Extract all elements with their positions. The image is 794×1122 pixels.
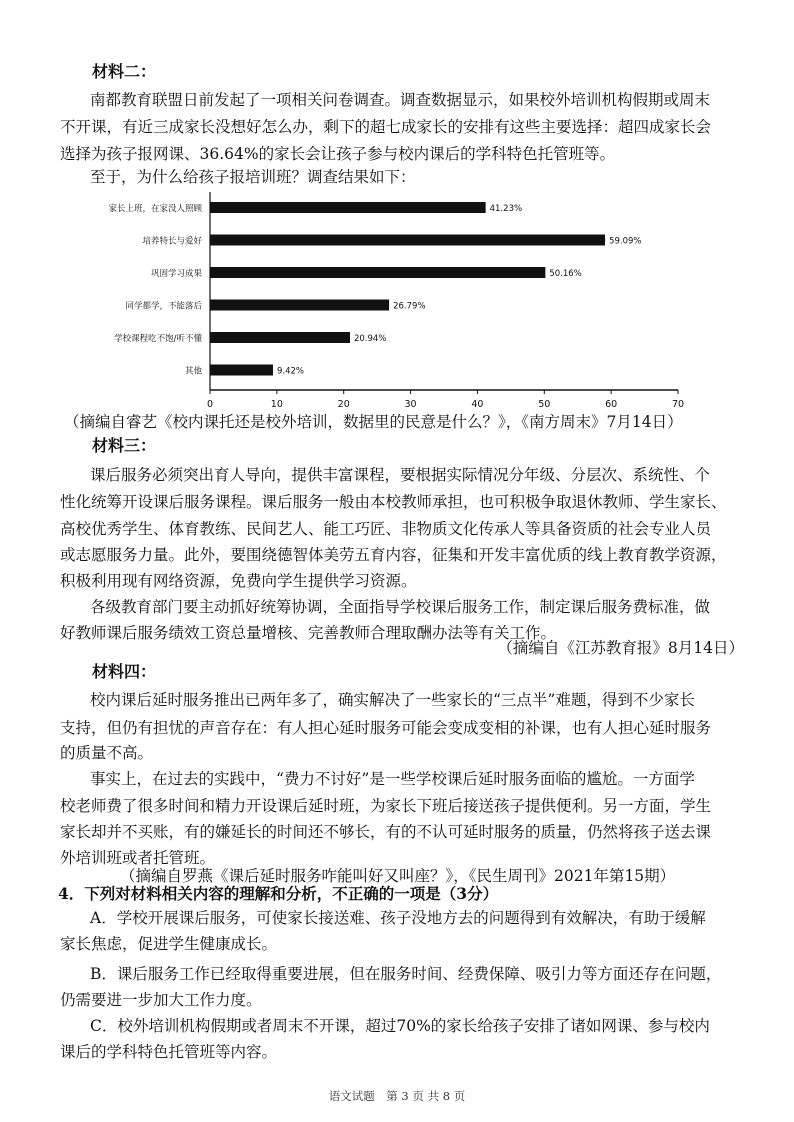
- bar: [210, 365, 273, 376]
- question-stem: 4．下列对材料相关内容的理解和分析，不正确的一项是（3分）: [58, 884, 499, 903]
- bar-chart: [108, 190, 700, 412]
- material2-line: 至于，为什么给孩子报培训班？调查结果如下：: [90, 168, 416, 186]
- material4-line: 事实上，在过去的实践中，“费力不讨好”是一些学校课后延时服务面临的尴尬。一方面学: [90, 770, 695, 788]
- category-label: 学校课程吃不饱/听不懂: [114, 334, 202, 344]
- material3-line: 积极利用现有网络资源，免费向学生提供学习资源。: [60, 572, 417, 590]
- material2-source: （摘编自睿艺《校内课托还是校外培训，数据里的民意是什么？》，《南方周末》7月14日）: [64, 413, 683, 431]
- material3-line: 课后服务必须突出育人导向，提供丰富课程，要根据实际情况分年级、分层次、系统性、个: [90, 466, 711, 484]
- x-tick-label: 0: [206, 399, 214, 410]
- category-label: 同学都学，不能落后: [125, 301, 202, 312]
- category-label: 其他: [184, 366, 202, 377]
- material4-line: 校老师费了很多时间和精力开设课后延时班，为家长下班后接送孩子提供便利。另一方面，学生: [60, 797, 712, 815]
- material2-line: 不开课，有近三成家长没想好怎么办，剩下的超七成家长的安排有这些主要选择：超四成家长会: [60, 118, 712, 136]
- material3-line: 性化统筹开设课后服务课程。课后服务一般由本校教师承担，也可积极争取退休教师、学生家长、: [60, 493, 727, 511]
- material2-heading: 材料二：: [92, 62, 157, 81]
- material3-line: 好教师课后服务绩效工资总量增核、完善教师合理取酬办法等有关工作。: [60, 624, 557, 642]
- category-label: 培养特长与爱好: [142, 236, 202, 247]
- value-label: 26.79%: [393, 301, 426, 312]
- value-label: 9.42%: [276, 366, 304, 377]
- category-label: 巩固学习成果: [150, 269, 202, 279]
- material2-line: 选择为孩子报网课、36.64%的家长会让孩子参与校内课后的学科特色托管班等。: [60, 145, 616, 163]
- x-tick-label: 70: [671, 399, 685, 410]
- x-tick-label: 10: [270, 399, 283, 410]
- x-tick-label: 40: [471, 399, 484, 410]
- material4-heading: 材料四：: [92, 662, 157, 681]
- bar: [210, 202, 486, 213]
- material3-heading: 材料三：: [92, 436, 157, 455]
- page-footer: 语文试题 第 3 页 共 8 页: [328, 1089, 466, 1103]
- material4-line: 支持，但仍有担忧的声音存在：有人担心延时服务可能会变成变相的补课，也有人担心延时服务: [60, 719, 712, 737]
- option-c-line: C．校外培训机构假期或者周末不开课，超过70%的家长给孩子安排了诸如网课、参与校内: [90, 1017, 710, 1035]
- x-tick-label: 50: [538, 399, 551, 410]
- material3-line: 或志愿服务力量。此外，要围绕德智体美劳五育内容，征集和开发丰富优质的线上教育教学资源，: [60, 546, 727, 564]
- category-label: 家长上班，在家没人照顾: [108, 204, 202, 214]
- material4-line: 的质量不高。: [60, 744, 154, 762]
- x-tick-label: 30: [404, 399, 417, 410]
- option-a-line: 家长焦虑，促进学生健康成长。: [60, 935, 278, 953]
- value-label: 59.09%: [609, 236, 642, 247]
- material4-line: 校内课后延时服务推出已两年多了，确实解决了一些家长的“三点半”难题，得到不少家长: [90, 691, 695, 709]
- material3-line: 高校优秀学生、体育教练、民间艺人、能工巧匠、非物质文化传承人等具备资质的社会专业人员: [60, 520, 712, 538]
- option-b-line: 仍需要进一步加大工作力度。: [60, 991, 262, 1009]
- material3-source: （摘编自《江苏教育报》8月14日）: [497, 639, 744, 657]
- material4-line: 外培训班或者托管班。: [60, 849, 216, 867]
- option-b-line: B．课后服务工作已经取得重要进展，但在服务时间、经费保障、吸引力等方面还存在问题，: [90, 965, 722, 983]
- material2-line: 南都教育联盟日前发起了一项相关问卷调查。调查数据显示，如果校外培训机构假期或周末: [90, 91, 711, 109]
- bar: [210, 235, 605, 246]
- material4-line: 家长却并不买账，有的嫌延长的时间还不够长，有的不认可延时服务的质量，仍然将孩子送去课: [60, 823, 712, 841]
- bar: [210, 300, 389, 311]
- x-tick-label: 20: [337, 399, 350, 410]
- bar: [210, 267, 545, 278]
- value-label: 20.94%: [353, 334, 387, 344]
- value-label: 41.23%: [489, 204, 523, 214]
- material4-source: （摘编自罗燕《课后延时服务咋能叫好又叫座？》，《民生周刊》2021年第15期）: [120, 867, 676, 885]
- value-label: 50.16%: [549, 269, 582, 279]
- bar: [210, 332, 350, 343]
- x-tick-label: 60: [605, 399, 618, 410]
- option-c-line: 课后的学科特色托管班等内容。: [60, 1043, 278, 1061]
- option-a-line: A．学校开展课后服务，可使家长接送难、孩子没地方去的问题得到有效解决，有助于缓解: [90, 909, 706, 927]
- material3-line: 各级教育部门要主动抓好统筹协调，全面指导学校课后服务工作，制定课后服务费标准，做: [90, 598, 711, 616]
